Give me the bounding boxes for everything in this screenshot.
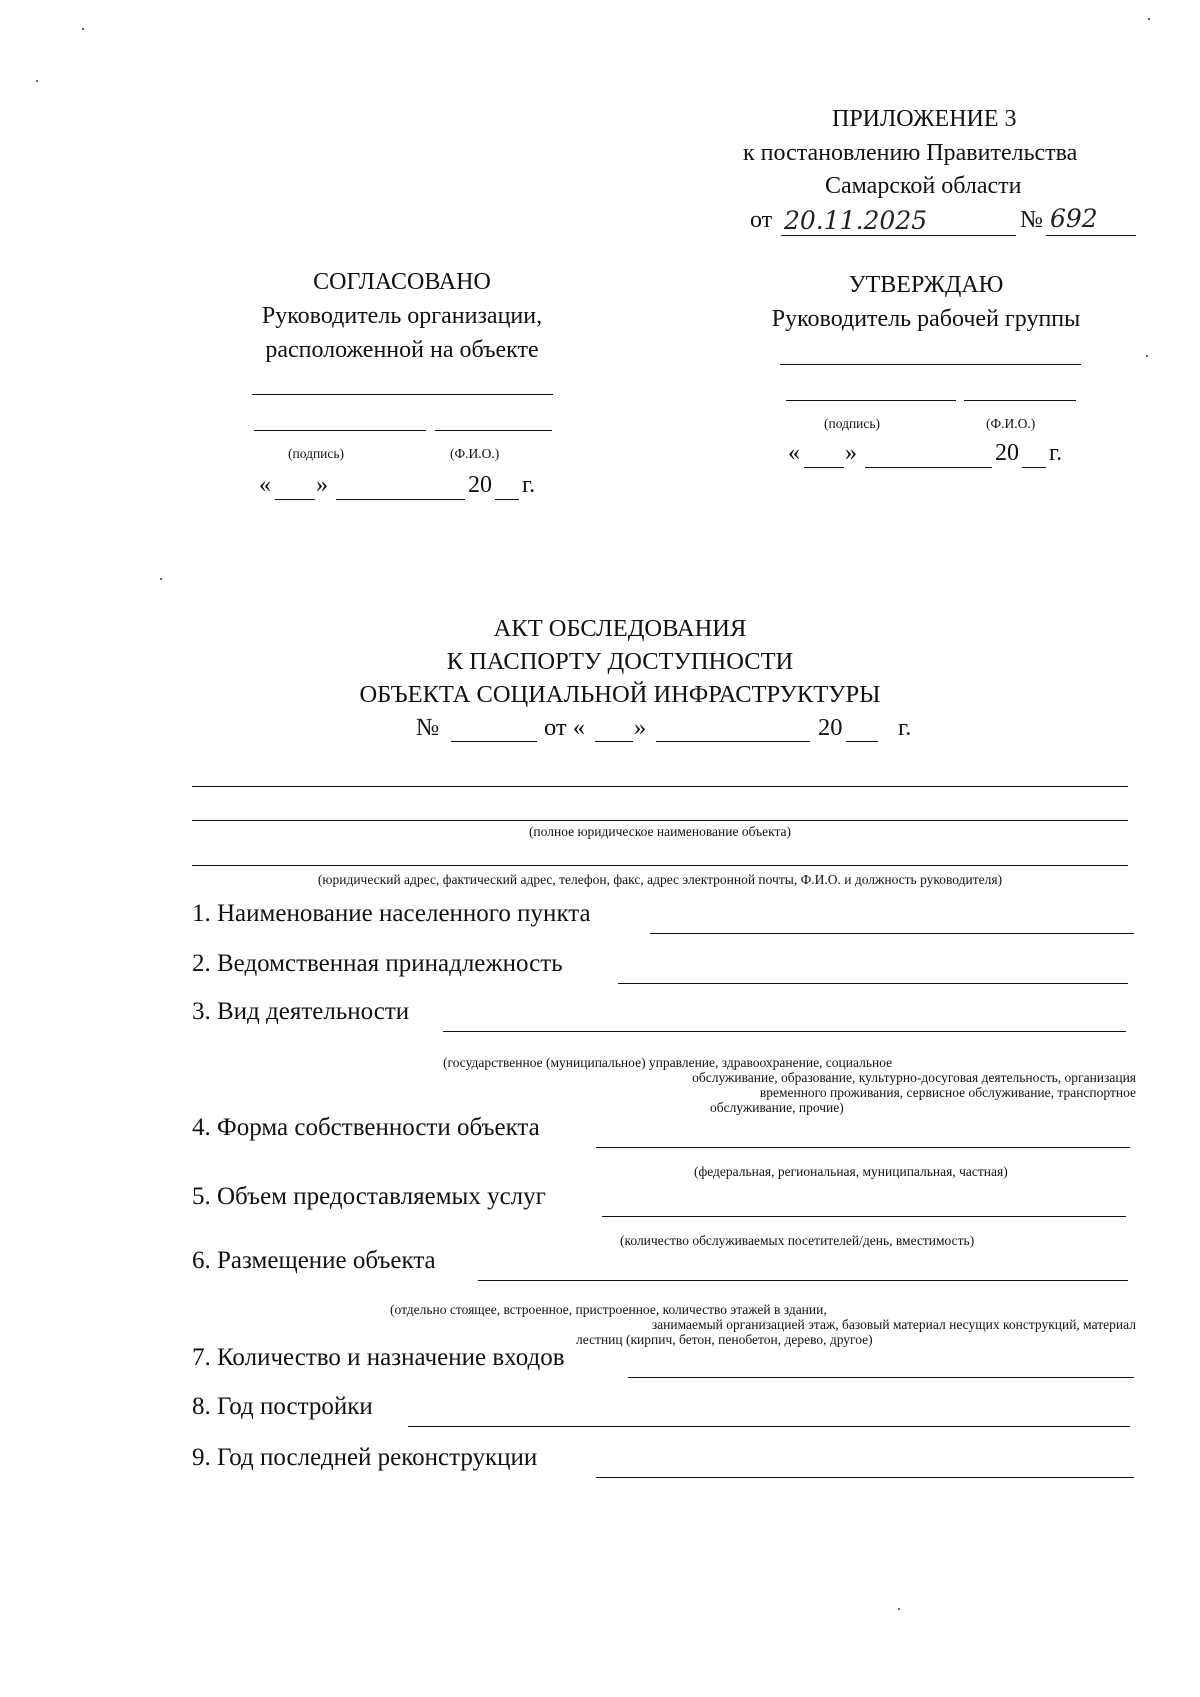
appendix-number-prefix: №	[1020, 207, 1043, 233]
appendix-date-handwritten: 20.11.2025	[784, 206, 928, 235]
agreed-title: СОГЛАСОВАНО	[313, 269, 491, 295]
item-9-field	[596, 1477, 1134, 1478]
agreed-name-caption: (Ф.И.О.)	[450, 446, 500, 461]
item-1-field	[650, 933, 1134, 934]
appendix-line-2: Самарской области	[825, 173, 1022, 199]
activity-caption-line-4: обслуживание, прочие)	[710, 1100, 844, 1115]
placement-caption-line-1: (отдельно стоящее, встроенное, пристроенное, количество этажей в здании,	[390, 1302, 827, 1317]
approved-day-field	[804, 467, 844, 468]
approved-month-field	[865, 467, 992, 468]
act-from-label: от «	[544, 714, 586, 741]
item-4-label: 4. Форма собственности объекта	[192, 1114, 540, 1141]
act-title-line-3: ОБЪЕКТА СОЦИАЛЬНОЙ ИНФРАСТРУКТУРЫ	[359, 681, 881, 708]
activity-caption-line-1: (государственное (муниципальное) управление, здравоохранение, социальное	[443, 1055, 893, 1070]
appendix-date-prefix: от	[750, 207, 773, 233]
agreed-year: 20	[468, 472, 492, 498]
item-2-field	[618, 983, 1128, 984]
approved-date-open: «	[788, 440, 800, 466]
act-year-field	[846, 741, 878, 742]
item-4-field	[596, 1147, 1130, 1148]
item-8-label: 8. Год постройки	[192, 1393, 373, 1420]
approved-year-suffix: г.	[1049, 440, 1063, 466]
services-caption: (количество обслуживаемых посетителей/день, вместимость)	[620, 1233, 975, 1248]
approved-signature-line	[780, 364, 1081, 365]
appendix-number-line	[1046, 235, 1136, 236]
scan-speck	[1146, 355, 1148, 357]
agreed-signature-line	[252, 394, 553, 395]
act-month-field	[656, 741, 810, 742]
scan-speck	[36, 80, 38, 82]
item-3-field	[443, 1031, 1126, 1032]
act-title-line-2: К ПАСПОРТУ ДОСТУПНОСТИ	[446, 648, 794, 675]
item-6-field	[478, 1280, 1128, 1281]
activity-caption-line-3: временного проживания, сервисное обслуживание, транспортное	[759, 1085, 1136, 1100]
scan-speck	[160, 578, 162, 580]
approved-year: 20	[995, 440, 1019, 466]
activity-caption-line-2: обслуживание, образование, культурно-досуговая деятельность, организация	[692, 1070, 1136, 1085]
ownership-caption: (федеральная, региональная, муниципальная, частная)	[694, 1164, 1008, 1179]
act-year-suffix: г.	[898, 714, 912, 741]
agreed-sign-caption: (подпись)	[288, 446, 345, 461]
item-5-field	[602, 1216, 1126, 1217]
approved-name-caption: (Ф.И.О.)	[986, 416, 1036, 431]
act-number-label: №	[416, 714, 440, 741]
item-5-label: 5. Объем предоставляемых услуг	[192, 1183, 546, 1210]
agreed-day-field	[275, 499, 315, 500]
approved-line-1: Руководитель рабочей группы	[771, 306, 1081, 332]
item-3-label: 3. Вид деятельности	[192, 998, 410, 1025]
scan-speck	[82, 28, 84, 30]
object-name-caption: (полное юридическое наименование объекта)	[528, 824, 792, 839]
agreed-sign-field	[254, 430, 426, 431]
agreed-month-field	[336, 499, 465, 500]
item-1-label: 1. Наименование населенного пункта	[192, 900, 591, 927]
act-year: 20	[818, 714, 843, 741]
approved-name-field	[964, 400, 1076, 401]
object-name-line-1	[192, 786, 1128, 787]
act-number-field	[451, 741, 537, 742]
scan-speck	[1148, 18, 1150, 20]
placement-caption-line-2: занимаемый организацией этаж, базовый материал несущих конструкций, материал	[651, 1317, 1136, 1332]
approved-title: УТВЕРЖДАЮ	[848, 272, 1004, 298]
placement-caption-line-3: лестниц (кирпич, бетон, пенобетон, дерево, другое)	[576, 1332, 873, 1347]
scan-speck	[898, 1608, 900, 1610]
agreed-line-1: Руководитель организации,	[261, 303, 543, 329]
appendix-title: ПРИЛОЖЕНИЕ 3	[832, 106, 1017, 132]
item-7-field	[628, 1377, 1134, 1378]
appendix-number-handwritten: 692	[1050, 204, 1098, 233]
agreed-name-field	[435, 430, 552, 431]
approved-sign-field	[786, 400, 956, 401]
item-2-label: 2. Ведомственная принадлежность	[192, 950, 563, 977]
approved-date-close: »	[845, 440, 857, 466]
item-9-label: 9. Год последней реконструкции	[192, 1444, 538, 1471]
appendix-date-line	[781, 235, 1016, 236]
appendix-line-1: к постановлению Правительства	[743, 140, 1078, 166]
approved-year-field	[1022, 467, 1046, 468]
act-title-line-1: АКТ ОБСЛЕДОВАНИЯ	[493, 615, 747, 642]
agreed-line-2: расположенной на объекте	[265, 337, 539, 363]
agreed-year-field	[495, 499, 519, 500]
agreed-date-open: «	[259, 472, 271, 498]
approved-sign-caption: (подпись)	[824, 416, 881, 431]
object-name-line-2	[192, 820, 1128, 821]
act-day-field	[595, 741, 633, 742]
agreed-date-close: »	[316, 472, 328, 498]
item-7-label: 7. Количество и назначение входов	[192, 1344, 565, 1371]
act-quote-close: »	[634, 714, 647, 741]
item-6-label: 6. Размещение объекта	[192, 1247, 436, 1274]
item-8-field	[408, 1426, 1130, 1427]
agreed-year-suffix: г.	[522, 472, 536, 498]
object-address-caption: (юридический адрес, фактический адрес, телефон, факс, адрес электронной почты, Ф.И.О. и должность руководителя)	[317, 872, 1003, 887]
object-address-line	[192, 865, 1128, 866]
